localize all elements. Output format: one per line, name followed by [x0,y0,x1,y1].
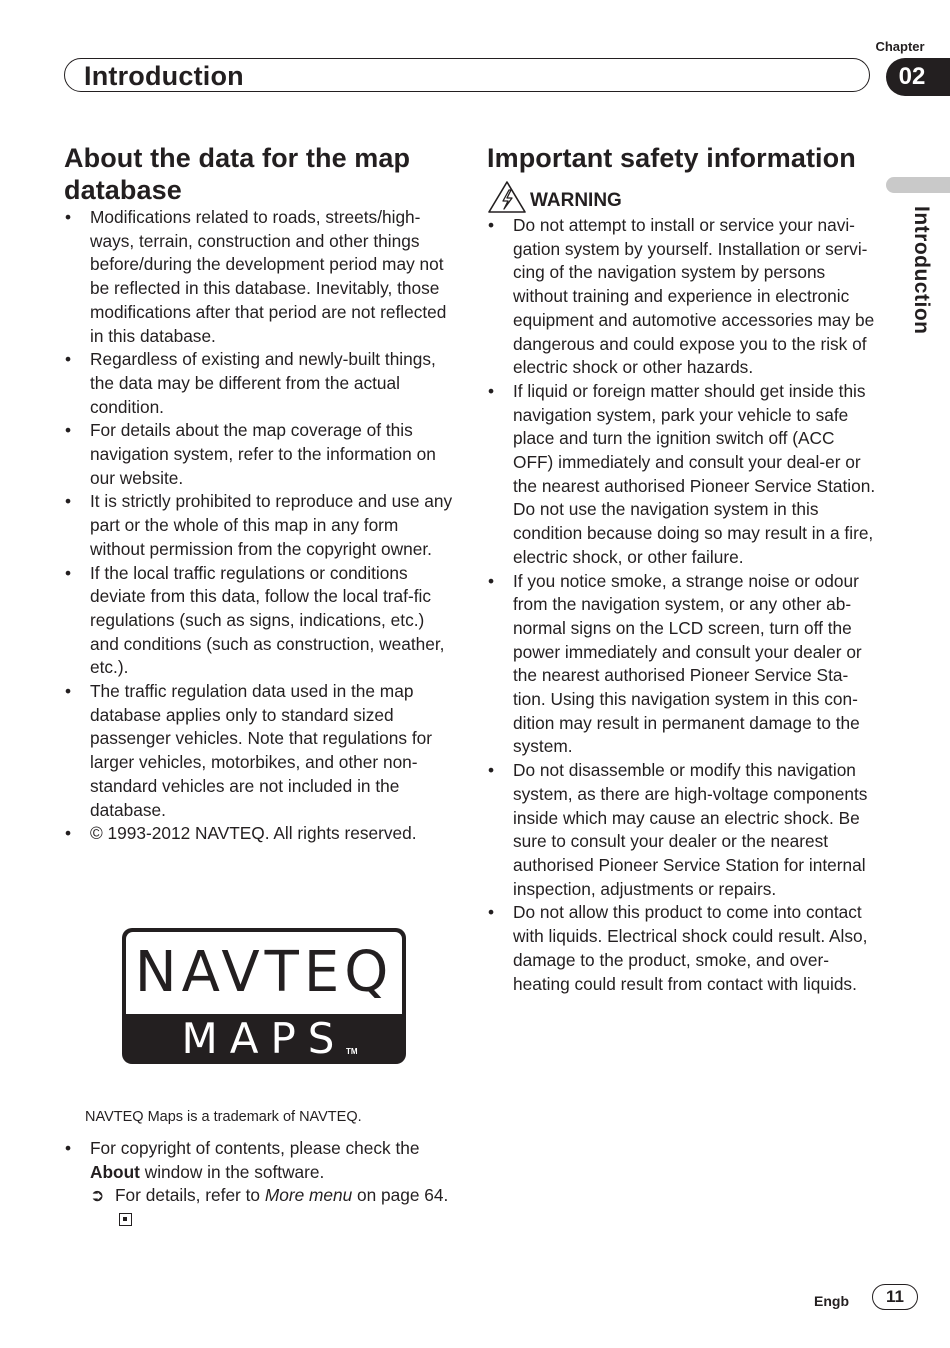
list-item: • Modifications related to roads, streets/high-ways, terrain, construction and other things before/during the development period may not be reflected in this database. Inevitably, those modifications after that period are not reflected in this database. [64,206,454,348]
navteq-maps-logo [122,928,406,1064]
language-code: Engb [814,1293,849,1309]
more-menu-reference: More menu [264,1185,353,1206]
list-item: • © 1993-2012 NAVTEQ. All rights reserved. [64,822,454,846]
list-item: • Do not allow this product to come into contact with liquids. Electrical shock could result. Also, damage to the product, smoke, and over-heating could result from contact with liquids. [487,901,879,996]
list-item: • The traffic regulation data used in the map database applies only to standard sized passenger vehicles. Note that regulations for larger vehicles, motorbikes, and other non-standard vehicles are not included in the database. [64,680,454,822]
map-database-list [64,206,454,846]
list-item: • Do not disassemble or modify this navigation system, as there are high-voltage components inside which may cause an electric shock. Be sure to consult your dealer or the nearest authorised Pioneer Service Station for internal inspection, adjustments or repairs. [487,759,879,901]
safety-list [487,214,879,996]
list-item [64,1137,454,1184]
left-column [64,142,454,846]
chapter-label: Chapter [875,39,925,54]
reference-note [64,1184,454,1231]
warning-label: WARNING [530,190,622,211]
list-item: • If liquid or foreign matter should get inside this navigation system, park your vehicle to safe place and turn the ignition switch off (ACC OFF) immediately and consult your deal-er or the nearest authorised Pioneer Service Station. Do not use the navigation system in this condition because doing so may result in a fire, electric shock, or other failure. [487,380,879,570]
arrow-icon: ➲ [90,1185,105,1206]
list-item: • Do not attempt to install or service your navi-gation system by yourself. Installation or servi-cing of the navigation system by persons without training and experience in electronic equipment and automotive accessories may be dangerous and could expose you to the risk of electric shock or other hazards. [487,214,879,380]
end-mark-icon [119,1213,132,1226]
logo-subtitle: MAPS [181,1014,347,1063]
list-item: • If you notice smoke, a strange noise or odour from the navigation system, or any other ab-normal signs on the LCD screen, turn off the power immediately and consult your dealer or the nearest authorised Pioneer Service Sta-tion. Using this navigation system in this con-dition may result in permanent damage to the system. [487,570,879,760]
list-item: • For details about the map coverage of this navigation system, refer to the information on our website. [64,419,454,490]
list-item: • It is strictly prohibited to reproduce and use any part or the whole of this map in any form without permission from the copyright owner. [64,490,454,561]
copyright-text-end: window in the software. [139,1161,325,1182]
list-item: • If the local traffic regulations or conditions deviate from this data, follow the local traf-fic regulations (such as signs, indications, etc.) and conditions (such as construction, weather, etc.). [64,562,454,681]
about-window-label: About [90,1161,140,1182]
copyright-list [64,1137,454,1184]
warning-header [487,178,879,214]
logo-wordmark: NAVTEQ [126,932,402,1014]
section-title: Introduction [84,61,244,91]
safety-heading: Important safety information [487,143,856,173]
list-item: • Regardless of existing and newly-built things, the data may be different from the actual condition. [64,348,454,419]
reference-page: on page 64. [352,1185,449,1206]
right-column [487,142,879,996]
reference-text: For details, refer to [115,1185,265,1206]
side-tab-marker [886,177,950,193]
map-database-heading: About the data for the map database [64,143,411,205]
side-tab-label: Introduction [910,206,933,335]
chapter-number: 02 [898,63,926,90]
copyright-note [64,1137,454,1232]
copyright-text: For copyright of contents, please check the [90,1138,420,1158]
logo-caption: NAVTEQ Maps is a trademark of NAVTEQ. [85,1109,362,1125]
page-number: 11 [872,1284,918,1310]
logo-trademark: TM [346,1047,358,1056]
